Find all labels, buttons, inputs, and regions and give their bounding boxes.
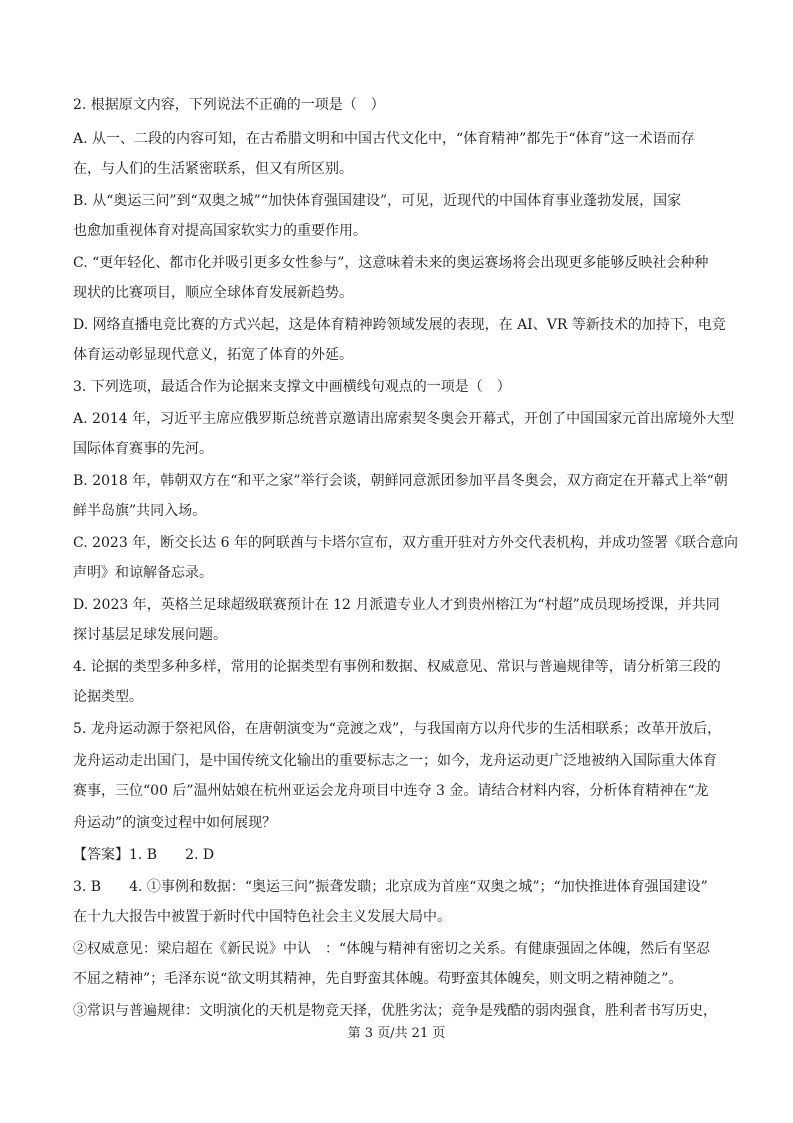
question-2-stem: 2. 根据原文内容，下列说法不正确的一项是（ ） [73, 97, 385, 113]
answer-heading: 【答案】1. B 2. D [73, 847, 215, 863]
answer-4-line-3: ②权威意见：梁启超在《新民说》中认 ：“体魄与精神有密切之关系。有健康强固之体魄，然后有坚忍 [73, 941, 711, 957]
option-2a-line-1: A. 从一、二段的内容可知，在古希腊文明和中国古代文化中，“体育精神”都先于“体育”这一术语而存 [73, 131, 695, 147]
option-3b-line-1: B. 2018 年，韩朝双方在“和平之家”举行会谈，朝鲜同意派团参加平昌冬奥会，双方商定在开幕式上举“朝 [73, 473, 728, 489]
question-5-line-3: 赛事，三位“00 后”温州姑娘在杭州亚运会龙舟项目中连夺 3 金。请结合材料内容，分析体育精神在“龙 [73, 783, 709, 799]
option-2d-line-1: D. 网络直播电竞比赛的方式兴起，这是体育精神跨领域发展的表现，在 AI、VR 等新技术的加持下，电竞 [73, 317, 726, 333]
answer-4-line-2: 在十九大报告中被置于新时代中国特色社会主义发展大局中。 [73, 909, 451, 925]
option-2c-line-2: 现状的比赛项目，顺应全球体育发展新趋势。 [73, 285, 353, 301]
option-2c-line-1: C. “更年轻化、都市化并吸引更多女性参与”，这意味着未来的奥运赛场将会出现更多能够反映社会种种 [73, 255, 709, 271]
answer-4-line-4: 不屈之精神”；毛泽东说“欲文明其精神，先自野蛮其体魄。苟野蛮其体魄矣，则文明之精神随之”。 [73, 971, 683, 987]
question-5-line-2: 龙舟运动走出国门，是中国传统文化输出的重要标志之一；如今，龙舟运动更广泛地被纳入国际重大体育 [73, 753, 717, 769]
question-4-line-1: 4. 论据的类型多种多样，常用的论据类型有事例和数据、权威意见、常识与普遍规律等，请分析第三段的 [73, 659, 721, 675]
option-3b-line-2: 鲜半岛旗”共同入场。 [73, 503, 207, 519]
option-2b-line-1: B. 从“奥运三问”到“双奥之城”“加快体育强国建设”，可见，近现代的中国体育事业蓬勃发展，国家 [73, 193, 682, 209]
option-2d-line-2: 体育运动彰显现代意义，拓宽了体育的外延。 [73, 347, 353, 363]
option-2a-line-2: 在，与人们的生活紧密联系，但又有所区别。 [73, 161, 353, 177]
option-2b-line-2: 也愈加重视体育对提高国家软实力的重要作用。 [73, 223, 367, 239]
page-number: 第 3 页/共 21 页 [347, 1026, 446, 1041]
question-5-line-4: 舟运动”的演变过程中如何展现？ [73, 815, 277, 831]
question-3-stem: 3. 下列选项，最适合作为论据来支撑文中画横线句观点的一项是（ ） [73, 379, 511, 395]
option-3d-line-2: 探讨基层足球发展问题。 [73, 627, 227, 643]
answer-4-line-5: ③常识与普遍规律：文明演化的天机是物竞天择，优胜劣汰；竞争是残酷的弱肉强食，胜利者书写历史， [73, 1003, 717, 1019]
question-5-line-1: 5. 龙舟运动源于祭祀风俗，在唐朝演变为“竞渡之戏”，与我国南方以舟代步的生活相联系；改革开放后， [73, 721, 722, 737]
option-3c-line-2: 声明》和谅解备忘录。 [73, 565, 213, 581]
option-3a-line-1: A. 2014 年，习近平主席应俄罗斯总统普京邀请出席索契冬奥会开幕式，开创了中国国家元首出席境外大型 [73, 411, 735, 427]
option-3d-line-1: D. 2023 年，英格兰足球超级联赛预计在 12 月派遣专业人才到贵州榕江为“村超”成员现场授课，并共同 [73, 597, 720, 613]
answer-4-line-1: 3. B 4. ①事例和数据：“奥运三问”振聋发聩；北京成为首座“双奥之城”；“加快推进体育强国建设” [73, 879, 708, 895]
question-4-line-2: 论据类型。 [73, 689, 143, 705]
option-3c-line-1: C. 2023 年，断交长达 6 年的阿联酋与卡塔尔宣布，双方重开驻对方外交代表机构，并成功签署《联合意向 [73, 535, 738, 551]
option-3a-line-2: 国际体育赛事的先河。 [73, 441, 213, 457]
